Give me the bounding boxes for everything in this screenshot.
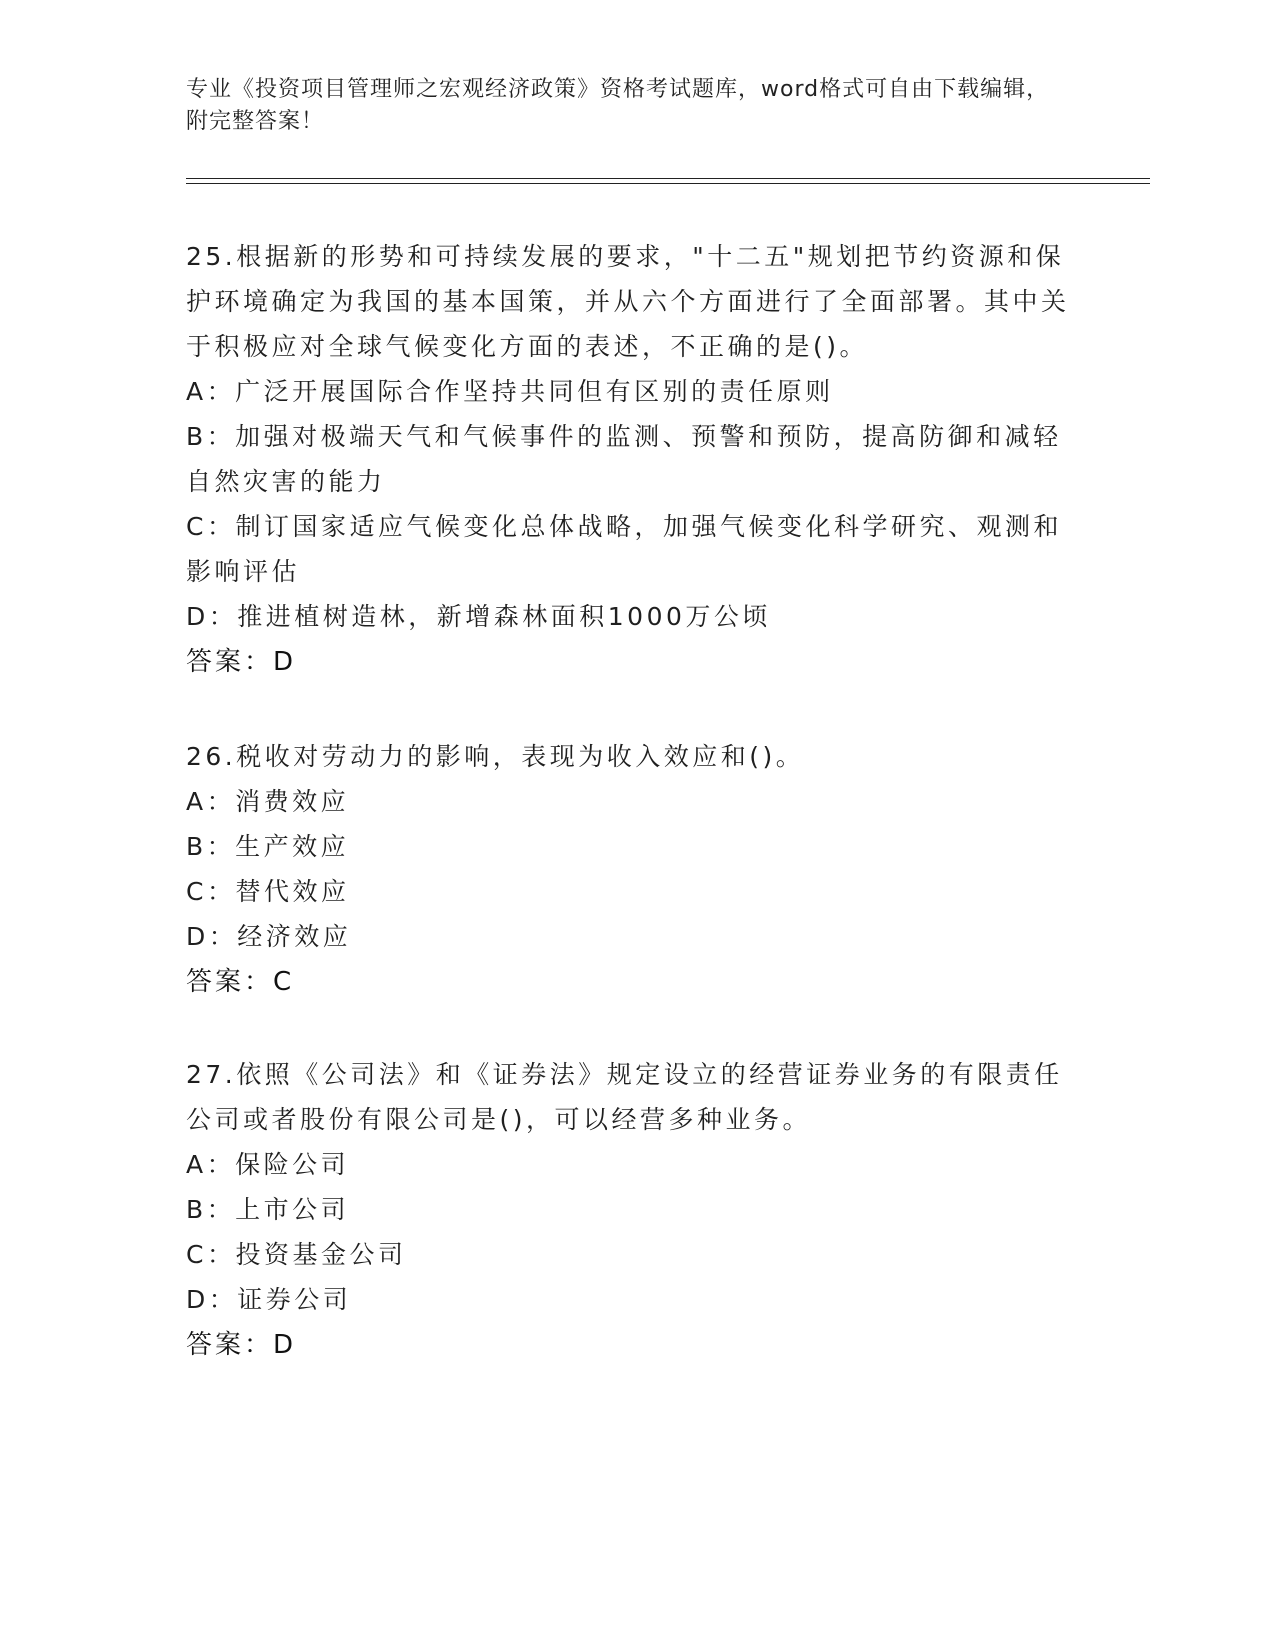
answer-label: 答案： <box>186 967 274 997</box>
answer-line <box>186 639 1086 685</box>
answer-label: 答案： <box>186 647 274 677</box>
option-b: B：生产效应 <box>186 832 350 861</box>
option-d: D：证券公司 <box>186 1285 352 1314</box>
option-d: D：推进植树造林，新增森林面积1000万公顷 <box>186 602 771 631</box>
question-stem: 25.根据新的形势和可持续发展的要求，"十二五"规划把节约资源和保护环境确定为我国的基本国策，并从六个方面进行了全面部署。其中关于积极应对全球气候变化方面的表述，不正确的是()。 <box>186 242 1070 361</box>
question-26 <box>186 734 1086 1005</box>
option-c: C：替代效应 <box>186 877 350 906</box>
option-b: B：加强对极端天气和气候事件的监测、预警和预防，提高防御和减轻自然灾害的能力 <box>186 422 1062 496</box>
answer-value: D <box>273 1330 295 1360</box>
option-b: B：上市公司 <box>186 1195 350 1224</box>
answer-value: D <box>273 647 295 677</box>
header-divider-bottom <box>186 183 1150 184</box>
question-stem: 26.税收对劳动力的影响，表现为收入效应和()。 <box>186 742 805 771</box>
option-c: C：制订国家适应气候变化总体战略，加强气候变化科学研究、观测和影响评估 <box>186 512 1062 586</box>
option-a: A：保险公司 <box>186 1150 350 1179</box>
option-a: A：消费效应 <box>186 787 350 816</box>
header-divider-top <box>186 178 1150 179</box>
answer-value: C <box>273 967 293 997</box>
document-header: 专业《投资项目管理师之宏观经济政策》资格考试题库，word格式可自由下载编辑，附完整答案！ <box>186 77 1050 134</box>
option-d: D：经济效应 <box>186 922 352 951</box>
question-27 <box>186 1052 1086 1368</box>
option-c: C：投资基金公司 <box>186 1240 407 1269</box>
question-25 <box>186 234 1086 685</box>
answer-line <box>186 1322 1086 1368</box>
question-stem: 27.依照《公司法》和《证券法》规定设立的经营证券业务的有限责任公司或者股份有限公司是()，可以经营多种业务。 <box>186 1060 1063 1134</box>
option-a: A：广泛开展国际合作坚持共同但有区别的责任原则 <box>186 377 834 406</box>
answer-line <box>186 959 1086 1005</box>
answer-label: 答案： <box>186 1330 274 1360</box>
